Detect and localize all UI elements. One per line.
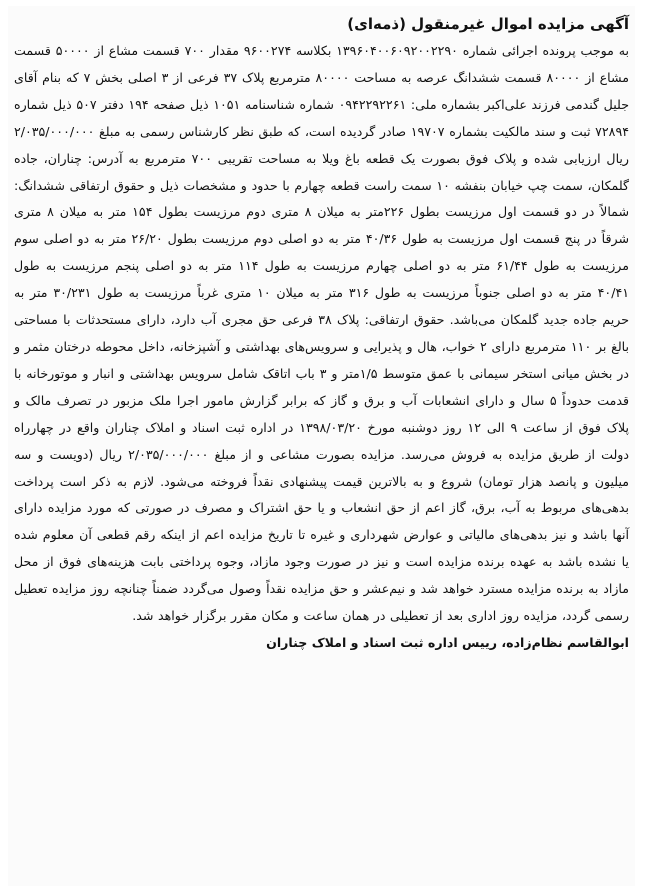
notice-title: آگهی مزایده اموال غیرمنقول (ذمه‌ای) (347, 15, 629, 33)
auction-notice (8, 6, 635, 886)
notice-body: به موجب پرونده اجرائی شماره ۱۳۹۶۰۴۰۰۶۰۹۲۰۰۲۲۹۰ بکلاسه ۹۶۰۰۲۷۴ مقدار ۷۰۰ قسمت مشاع از ۵۰۰۰۰ قسمت مشاع از ۸۰۰۰۰ قسمت ششدانگ عرصه به مساحت ۸۰۰۰۰ مترمربع پلاک ۳۷ فرعی از ۳ اصلی بخش ۷ که بنام آقای جلیل گندمی فرزند علی‌اکبر بشماره ملی: ۰۹۴۲۲۹۲۲۶۱ شماره شناسنامه ۱۰۵۱ ذیل صفحه ۱۹۴ دفتر ۵۰۷ ذیل شماره ۷۲۸۹۴ ثبت و سند مالکیت بشماره ۱۹۷۰۷ صادر گردیده است، که طبق نظر کارشناس رسمی به مبلغ ۲/۰۳۵/۰۰۰/۰۰۰ ریال ارزیابی شده و پلاک فوق بصورت یک قطعه باغ ویلا به مساحت تقریبی ۷۰۰ مترمربع به آدرس: چناران، جاده گلمکان، سمت چپ خیابان بنفشه ۱۰ سمت راست قطعه چهارم با حدود و مشخصات ذیل و حقوق ارتفاقی ششدانگ: شمالاً در دو قسمت اول مرزیست بطول ۲۲۶متر به میلان ۸ متری دوم مرزیست بطول ۱۵۴ متر به میلان ۸ متری شرقاً در پنج قسمت اول مرزیست به طول ۴۰/۳۶ متر به دو اصلی دوم مرزیست بطول ۲۶/۲۰ متر به دو اصلی سوم مرزیست به طول ۶۱/۴۴ متر به دو اصلی چهارم مرزیست به طول ۱۱۴ متر به دو اصلی پنجم مرزیست به طول ۴۰/۴۱ متر به دو اصلی جنوباً مرزیست به طول ۳۱۶ متر به میلان ۱۰ متری غرباً مرزیست به طول ۳۰/۲۳۱ متر به حریم جاده جدید گلمکان می‌باشد. حقوق ارتفاقی: پلاک ۳۸ فرعی حق مجری آب دارد، دارای مستحدثات با مساحتی بالغ بر ۱۱۰ مترمربع دارای ۲ خواب، هال و پذیرایی و سرویس‌های بهداشتی و آشپزخانه، داخل محوطه درختان مثمر و در بخش میانی استخر سیمانی با عمق متوسط ۱/۵متر و ۳ باب اتاقک شامل سرویس بهداشتی و انبار و موتورخانه با قدمت حدوداً ۵ سال و دارای انشعابات آب و برق و گاز که برابر گزارش مامور اجرا ملک مزبور در تصرف مالک و پلاک فوق از ساعت ۹ الی ۱۲ روز دوشنبه مورخ ۱۳۹۸/۰۳/۲۰ در اداره ثبت اسناد و املاک چناران واقع در چهارراه دولت از طریق مزایده به فروش می‌رسد. مزایده بصورت مشاعی و از مبلغ ۲/۰۳۵/۰۰۰/۰۰۰ ریال (دویست و سه میلیون و پانصد هزار تومان) شروع و به بالاترین قیمت پیشنهادی نقداً فروخته می‌شود. لازم به ذکر است پرداخت بدهی‌های مربوط به آب، برق، گاز اعم از حق انشعاب و یا حق اشتراک و مصرف در صورتی که مورد مزایده دارای آنها باشد و نیز بدهی‌های مالیاتی و عوارض شهرداری و غیره تا تاریخ مزایده اعم از اینکه رقم قطعی آن معلوم شده یا نشده باشد به عهده برنده مزایده است و نیز در صورت وجود مازاد، وجوه پرداختی بابت هزینه‌های فوق از محل مازاد به برنده مزایده مسترد خواهد شد و نیم‌عشر و حق مزایده نقداً وصول می‌گردد ضمناً چنانچه روز مزایده تعطیل رسمی گردد، مزایده روز اداری بعد از تعطیلی در همان ساعت و مکان مقرر برگزار خواهد شد. (14, 43, 630, 624)
notice-signature: ابوالقاسم نظام‌زاده، رییس اداره ثبت اسناد و املاک چناران (266, 634, 629, 650)
